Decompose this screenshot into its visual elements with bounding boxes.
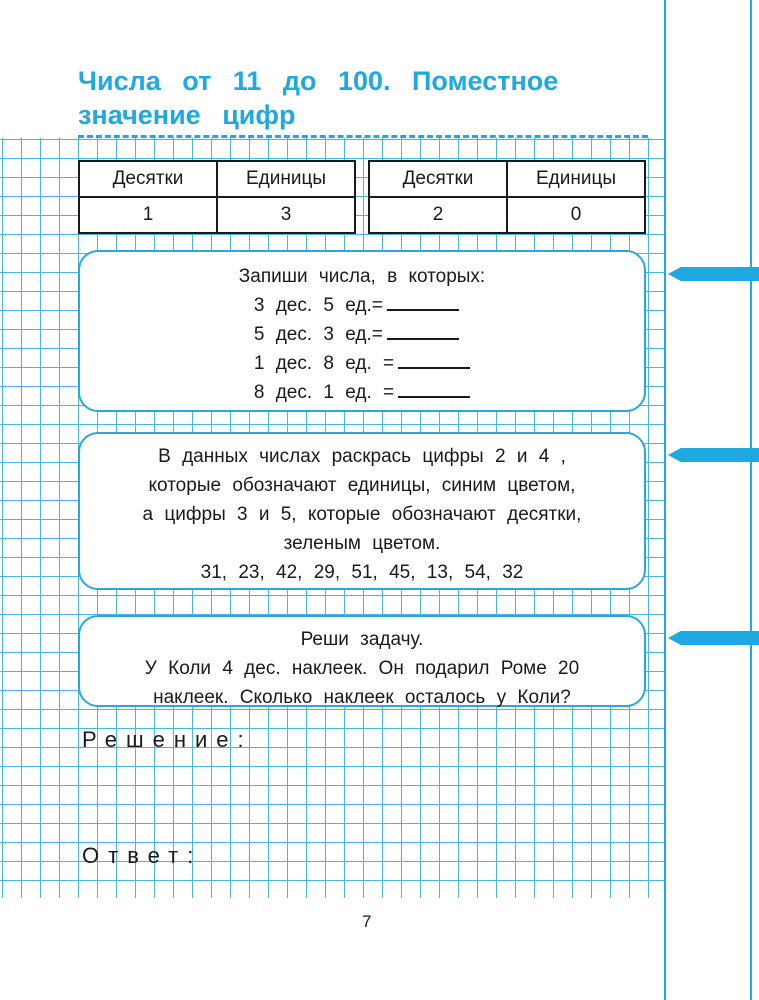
task-line: зеленым цветом. [283, 533, 441, 554]
value-units: 0 [507, 197, 645, 233]
solution-label: Решение: [82, 727, 253, 752]
equation-item [254, 378, 470, 407]
header-units: Единицы [507, 161, 645, 197]
answer-label: Ответ: [82, 843, 203, 868]
equation-text: 8 дес. 1 ед. = [253, 382, 395, 403]
task-line: а цифры 3 и 5, которые обозначают десятки, [142, 504, 582, 525]
answer-blank[interactable] [398, 382, 470, 398]
header-units: Единицы [217, 161, 355, 197]
equation-item [254, 349, 470, 378]
equation-text: 3 дес. 5 ед.= [253, 295, 383, 316]
task-color-digits [78, 432, 646, 590]
task-line: У Коли 4 дес. наклеек. Он подарил Роме 20 [144, 658, 580, 679]
answer-blank[interactable] [387, 324, 459, 340]
equation-item [254, 320, 470, 349]
value-tens: 1 [79, 197, 217, 233]
task-line: наклеек. Сколько наклеек осталось у Коли? [153, 687, 571, 708]
task-heading: Запиши числа, в которых: [238, 266, 486, 287]
task-heading: Реши задачу. [300, 629, 424, 650]
margin-line [664, 0, 666, 1000]
title-dashed-divider [78, 135, 648, 138]
value-tens: 2 [369, 197, 507, 233]
number-list[interactable]: 31, 23, 42, 29, 51, 45, 13, 54, 32 [200, 562, 524, 583]
task-word-problem [78, 615, 646, 707]
page-number: 7 [362, 912, 372, 931]
pencil-icon [668, 267, 759, 281]
place-value-table-1 [78, 160, 356, 234]
equation-text: 5 дес. 3 ед.= [253, 324, 383, 345]
task-line: В данных числах раскрась цифры 2 и 4 , [158, 446, 566, 467]
equation-list [254, 291, 470, 407]
pencil-icon [668, 448, 759, 462]
answer-blank[interactable] [398, 353, 470, 369]
equation-item [254, 291, 470, 320]
page-title-line-2: значение цифр [78, 100, 296, 130]
page-title-line-1: Числа от 11 до 100. Поместное [78, 66, 559, 96]
margin-line-outer [750, 0, 752, 1000]
task-line: которые обозначают единицы, синим цветом, [148, 475, 576, 496]
header-tens: Десятки [79, 161, 217, 197]
task-write-numbers [78, 250, 646, 412]
value-units: 3 [217, 197, 355, 233]
page-title [78, 64, 638, 132]
equation-text: 1 дес. 8 ед. = [253, 353, 395, 374]
pencil-icon [668, 631, 759, 645]
header-tens: Десятки [369, 161, 507, 197]
answer-blank[interactable] [387, 295, 459, 311]
place-value-table-2 [368, 160, 646, 234]
